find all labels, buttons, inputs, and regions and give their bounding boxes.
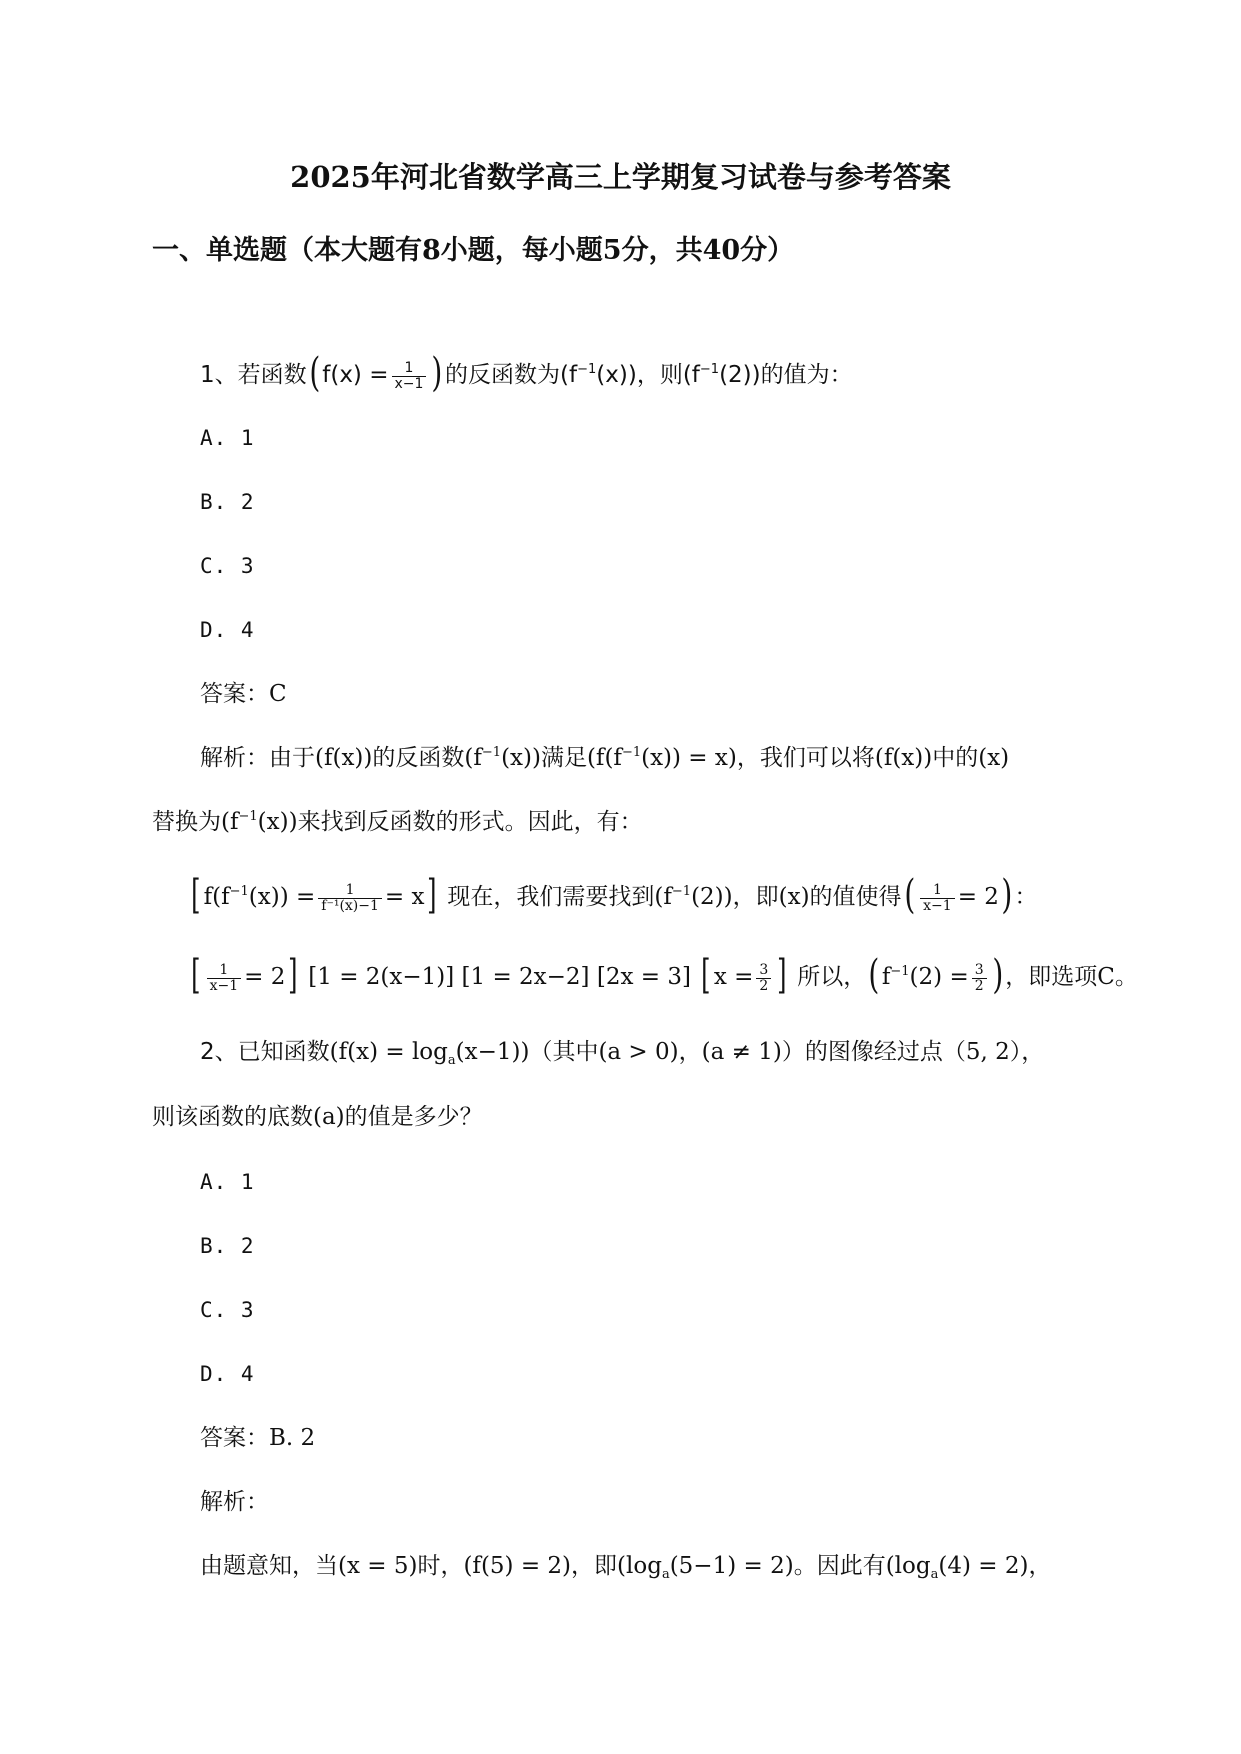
analysis-line-1: 由题意知，当(x = 5)时，(f(5) = 2)，即$(\log_a(5-1) = 2)$。因此有$(\log_a(4) = 2)$， <box>200 1553 1052 1582</box>
option-b: B. 2 <box>200 490 255 514</box>
question-number: 2、 <box>200 1039 238 1065</box>
inverse-function: $(f^{-1}(x))$ <box>221 809 298 835</box>
option-d: D. 4 <box>200 1362 255 1386</box>
fraction: $\frac{1}{x-1}$ <box>920 883 955 914</box>
question-number: 1、 <box>200 362 238 388</box>
fraction: $\frac{3}{2}$ <box>972 963 987 994</box>
log-expression: $(\log_a(4) = 2)$ <box>885 1553 1029 1582</box>
equation-line-1: [ $f(f^{-1}(x))$ = $\frac{1}{\text{f⁻¹(x)−1}}$ = x] 现在，我们需要找到$(f^{-1}(2))$，即(x)的值使得( $\frac{1}{x-1}$ = 2) ： <box>191 872 1038 918</box>
fraction: $\frac{1}{x-1}$ <box>392 361 427 392</box>
option-a: A. 1 <box>200 426 255 450</box>
equation-line-2: [ $\frac{1}{x-1}$ = 2] [1 = 2(x−1)] [1 = 2x−2] [2x = 3] [ x = $\frac{3}{2}$ ] 所以，( $f^{-1}(2)$ = $\frac{3}{2}$ ) ，即选项C。 <box>191 952 1138 998</box>
inverse-function: $(f^{-1}(x))$ <box>464 745 541 771</box>
fraction: $\frac{1}{x-1}$ <box>207 963 242 994</box>
question-2-stem: 2、已知函数$(f(x) = \log_a(x-1))$（其中(a > 0)，(a ≠ 1)）的图像经过点（5, 2）， <box>200 1039 1045 1068</box>
fraction: $\frac{1}{\text{f⁻¹(x)−1}}$ <box>318 883 382 914</box>
answer-line: 答案：C <box>200 681 287 707</box>
document-title: 2025年河北省数学高三上学期复习试卷与参考答案 <box>290 160 951 194</box>
inverse-function: $(f^{-1}(x))$ <box>560 362 637 388</box>
question-1-stem: 1、若函数( f(x) = $\frac{1}{x-1}$ ) 的反函数为$(f^{-1}(x))$，则$(f^{-1}(2))$的值为： <box>200 350 853 396</box>
inverse-at-2: $(f^{-1}(2))$ <box>682 362 761 388</box>
left-paren: ( <box>308 350 320 396</box>
analysis-label: 解析： <box>200 1489 269 1515</box>
option-c: C. 3 <box>200 554 255 578</box>
fraction: $\frac{3}{2}$ <box>756 963 771 994</box>
analysis-line-1: 解析：由于(f(x))的反函数$(f^{-1}(x))$满足$(f(f^{-1}(x)) = x)$，我们可以将(f(x))中的(x) <box>200 745 1010 771</box>
section-heading: 一、单选题（本大题有8小题，每小题5分，共40分） <box>152 235 795 266</box>
inverse-at-2: $(f^{-1}(2))$ <box>654 884 733 910</box>
option-a: A. 1 <box>200 1170 255 1194</box>
formula-lhs: f(x) = <box>322 362 389 388</box>
log-expression: $(\log_a(5-1) = 2)$ <box>617 1553 794 1582</box>
log-function: $(f(x) = \log_a(x-1))$ <box>329 1039 530 1068</box>
answer-line: 答案：B. 2 <box>200 1425 316 1451</box>
inverse-composition: $f(f^{-1}(x))$ = <box>203 884 316 910</box>
option-c: C. 3 <box>200 1298 255 1322</box>
right-paren: ) <box>431 350 443 396</box>
stem-text: 若函数 <box>237 362 307 388</box>
inverse-at-2: $f^{-1}(2)$ = <box>881 964 969 990</box>
composition: $(f(f^{-1}(x)) = x)$ <box>586 745 737 771</box>
option-d: D. 4 <box>200 618 255 642</box>
question-2-stem-line-2: 则该函数的底数(a)的值是多少？ <box>152 1104 483 1130</box>
analysis-line-2: 替换为$(f^{-1}(x))$来找到反函数的形式。因此，有： <box>152 809 643 835</box>
option-b: B. 2 <box>200 1234 255 1258</box>
